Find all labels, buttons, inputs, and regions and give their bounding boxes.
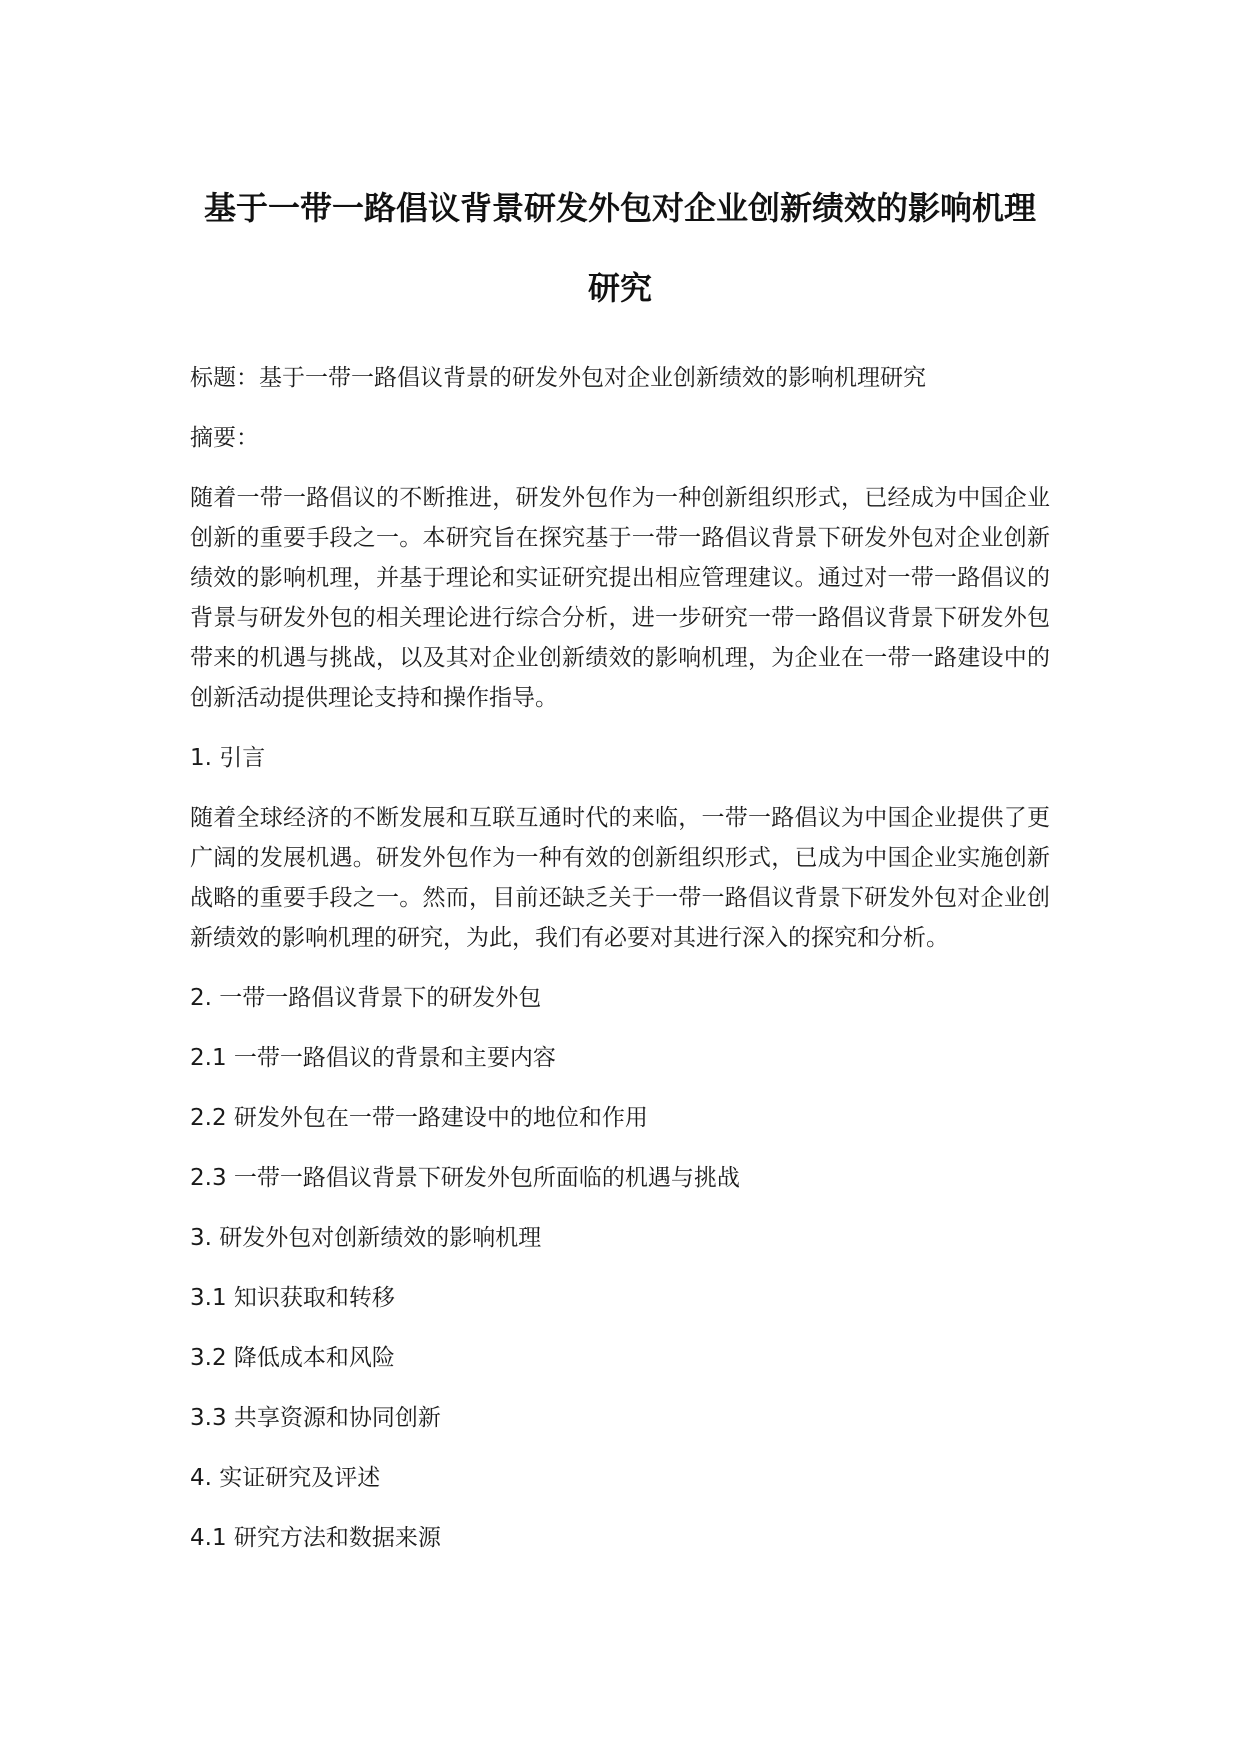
section-heading-introduction: 1. 引言	[190, 745, 266, 771]
outline-item: 3.3 共享资源和协同创新	[190, 1405, 441, 1431]
outline-item: 2.2 研发外包在一带一路建设中的地位和作用	[190, 1105, 648, 1131]
outline-item: 2.3 一带一路倡议背景下研发外包所面临的机遇与挑战	[190, 1165, 740, 1191]
outline-item: 4. 实证研究及评述	[190, 1465, 381, 1491]
document-title: 基于一带一路倡议背景研发外包对企业创新绩效的影响机理研究	[203, 189, 1036, 307]
introduction-paragraph: 随着全球经济的不断发展和互联互通时代的来临，一带一路倡议为中国企业提供了更广阔的发展机遇。研发外包作为一种有效的创新组织形式，已成为中国企业实施创新战略的重要手段之一。然而，目前还缺乏关于一带一路倡议背景下研发外包对企业创新绩效的影响机理的研究，为此，我们有必要对其进行深入的探究和分析。	[190, 805, 1050, 951]
outline-item: 4.1 研究方法和数据来源	[190, 1525, 441, 1551]
outline-item: 2. 一带一路倡议背景下的研发外包	[190, 985, 542, 1011]
abstract-label: 摘要：	[190, 425, 259, 451]
outline-item: 3.2 降低成本和风险	[190, 1345, 395, 1371]
title-line: 标题：基于一带一路倡议背景的研发外包对企业创新绩效的影响机理研究	[190, 365, 926, 391]
outline-item: 3.1 知识获取和转移	[190, 1285, 395, 1311]
outline-item: 2.1 一带一路倡议的背景和主要内容	[190, 1045, 556, 1071]
document-body	[190, 358, 1050, 1578]
abstract-paragraph: 随着一带一路倡议的不断推进，研发外包作为一种创新组织形式，已经成为中国企业创新的重要手段之一。本研究旨在探究基于一带一路倡议背景下研发外包对企业创新绩效的影响机理，并基于理论和实证研究提出相应管理建议。通过对一带一路倡议的背景与研发外包的相关理论进行综合分析，进一步研究一带一路倡议背景下研发外包带来的机遇与挑战，以及其对企业创新绩效的影响机理，为企业在一带一路建设中的创新活动提供理论支持和操作指导。	[190, 485, 1050, 711]
outline-item: 3. 研发外包对创新绩效的影响机理	[190, 1225, 542, 1251]
